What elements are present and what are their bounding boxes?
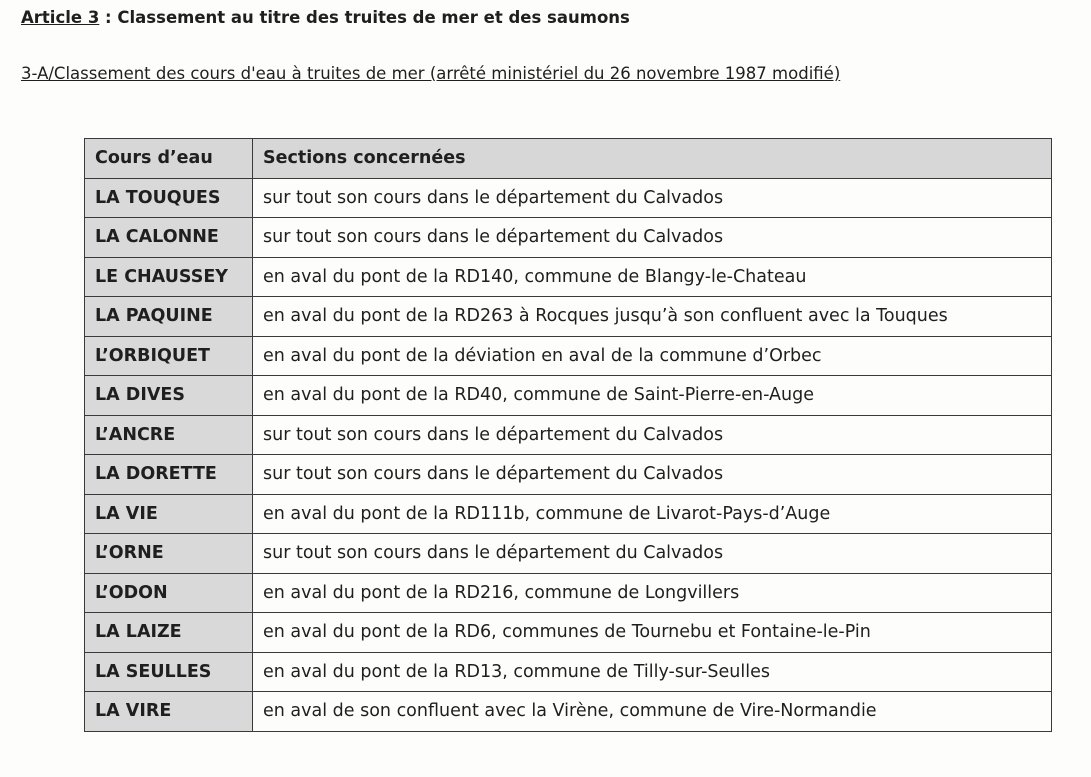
river-name-cell: L’ANCRE (85, 415, 253, 455)
table-body (85, 178, 1052, 731)
section-cell: en aval du pont de la déviation en aval de la commune d’Orbec (253, 336, 1052, 376)
river-name-cell: LA VIRE (85, 692, 253, 732)
section-cell: en aval du pont de la RD216, commune de Longvillers (253, 573, 1052, 613)
section-cell: en aval du pont de la RD140, commune de Blangy-le-Chateau (253, 257, 1052, 297)
article-heading (21, 8, 630, 27)
river-name-cell: LA SEULLES (85, 652, 253, 692)
section-cell: sur tout son cours dans le département du Calvados (253, 218, 1052, 258)
header-sections: Sections concernées (253, 139, 1052, 179)
table-row (85, 692, 1052, 732)
table-row (85, 415, 1052, 455)
river-name-cell: LA PAQUINE (85, 297, 253, 337)
river-name-cell: LA LAIZE (85, 613, 253, 653)
table-row (85, 613, 1052, 653)
river-name-cell: L’ORNE (85, 534, 253, 574)
river-name-cell: L’ODON (85, 573, 253, 613)
river-name-cell: LA VIE (85, 494, 253, 534)
section-cell: sur tout son cours dans le département du Calvados (253, 455, 1052, 495)
table-row (85, 455, 1052, 495)
table-row (85, 178, 1052, 218)
section-cell: en aval du pont de la RD40, commune de Saint-Pierre-en-Auge (253, 376, 1052, 416)
section-cell: sur tout son cours dans le département du Calvados (253, 534, 1052, 574)
table-row (85, 297, 1052, 337)
table-row (85, 336, 1052, 376)
section-cell: en aval de son confluent avec la Virène, commune de Vire-Normandie (253, 692, 1052, 732)
table-header-row (85, 139, 1052, 179)
article-title: : Classement au titre des truites de mer et des saumons (99, 8, 630, 27)
section-cell: en aval du pont de la RD111b, commune de Livarot-Pays-d’Auge (253, 494, 1052, 534)
river-name-cell: LA CALONNE (85, 218, 253, 258)
table-row (85, 218, 1052, 258)
rivers-table (84, 138, 1052, 732)
section-cell: en aval du pont de la RD6, communes de Tournebu et Fontaine-le-Pin (253, 613, 1052, 653)
river-name-cell: LA DORETTE (85, 455, 253, 495)
table-row (85, 257, 1052, 297)
river-name-cell: LA TOUQUES (85, 178, 253, 218)
table-row (85, 376, 1052, 416)
section-cell: sur tout son cours dans le département du Calvados (253, 178, 1052, 218)
table-row (85, 534, 1052, 574)
table-row (85, 494, 1052, 534)
river-name-cell: L’ORBIQUET (85, 336, 253, 376)
section-cell: sur tout son cours dans le département du Calvados (253, 415, 1052, 455)
table-row (85, 652, 1052, 692)
section-cell: en aval du pont de la RD263 à Rocques jusqu’à son confluent avec la Touques (253, 297, 1052, 337)
header-cours-deau: Cours d’eau (85, 139, 253, 179)
section-cell: en aval du pont de la RD13, commune de Tilly-sur-Seulles (253, 652, 1052, 692)
river-name-cell: LE CHAUSSEY (85, 257, 253, 297)
article-label: Article 3 (21, 8, 100, 27)
table-row (85, 573, 1052, 613)
river-name-cell: LA DIVES (85, 376, 253, 416)
section-subtitle: 3-A/Classement des cours d'eau à truites de mer (arrêté ministériel du 26 novembre 1987 modifié) (21, 64, 841, 83)
